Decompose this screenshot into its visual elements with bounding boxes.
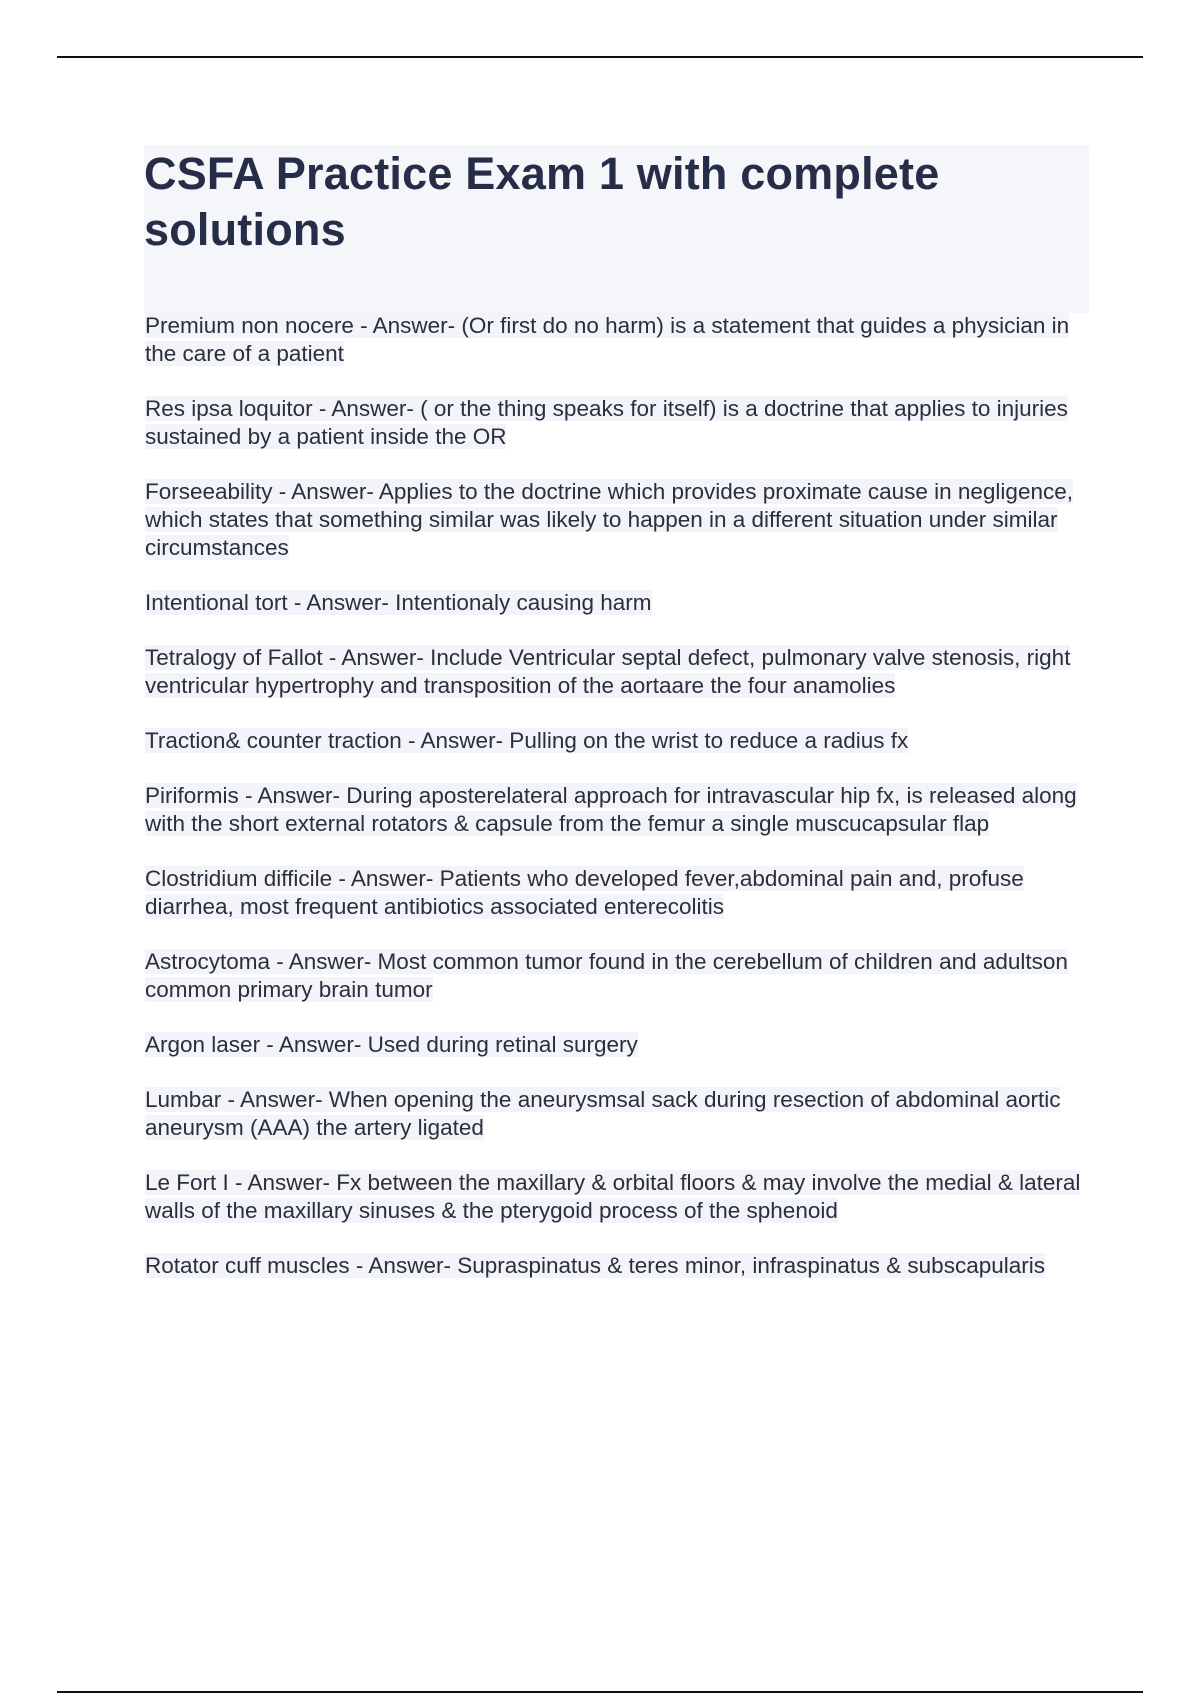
qa-item: [145, 1086, 1095, 1142]
qa-item-text: Traction& counter traction - Answer- Pulling on the wrist to reduce a radius fx: [145, 728, 909, 753]
qa-item: [145, 589, 1095, 617]
qa-item: [145, 865, 1095, 921]
qa-item-text: Piriformis - Answer- During aposterelateral approach for intravascular hip fx, is released along with the short external rotators & capsule from the femur a single muscucapsular flap: [145, 783, 1077, 836]
title-block: [144, 145, 1089, 313]
qa-item: [145, 478, 1095, 562]
qa-item: [145, 782, 1095, 838]
qa-item: [145, 312, 1095, 368]
qa-item: [145, 644, 1095, 700]
qa-item-text: Forseeability - Answer- Applies to the doctrine which provides proximate cause in negligence, which states that something similar was likely to happen in a different situation under similar circumstances: [145, 479, 1073, 560]
qa-item: [145, 948, 1095, 1004]
qa-item-text: Le Fort I - Answer- Fx between the maxillary & orbital floors & may involve the medial & lateral walls of the maxillary sinuses & the pterygoid process of the sphenoid: [145, 1170, 1081, 1223]
qa-item-text: Tetralogy of Fallot - Answer- Include Ventricular septal defect, pulmonary valve stenosis, right ventricular hypertrophy and transposition of the aortaare the four anamolies: [145, 645, 1071, 698]
qa-item-text: Argon laser - Answer- Used during retinal surgery: [145, 1032, 638, 1057]
qa-item-text: Intentional tort - Answer- Intentionaly causing harm: [145, 590, 652, 615]
qa-item: [145, 1252, 1095, 1280]
qa-item-text: Astrocytoma - Answer- Most common tumor found in the cerebellum of children and adultson common primary brain tumor: [145, 949, 1068, 1002]
qa-list: [145, 312, 1095, 1307]
top-rule: [57, 56, 1143, 58]
qa-item: [145, 395, 1095, 451]
qa-item-text: Clostridium difficile - Answer- Patients who developed fever,abdominal pain and, profuse diarrhea, most frequent antibiotics associated enterecolitis: [145, 866, 1024, 919]
qa-item: [145, 727, 1095, 755]
qa-item-text: Res ipsa loquitor - Answer- ( or the thing speaks for itself) is a doctrine that applies to injuries sustained by a patient inside the OR: [145, 396, 1068, 449]
qa-item-text: Premium non nocere - Answer- (Or first do no harm) is a statement that guides a physician in the care of a patient: [145, 313, 1070, 366]
qa-item: [145, 1169, 1095, 1225]
bottom-rule: [57, 1691, 1143, 1693]
qa-item: [145, 1031, 1095, 1059]
page-title: CSFA Practice Exam 1 with complete solutions: [144, 148, 940, 255]
qa-item-text: Lumbar - Answer- When opening the aneurysmsal sack during resection of abdominal aortic aneurysm (AAA) the artery ligated: [145, 1087, 1061, 1140]
qa-item-text: Rotator cuff muscles - Answer- Supraspinatus & teres minor, infraspinatus & subscapularis: [145, 1253, 1045, 1278]
